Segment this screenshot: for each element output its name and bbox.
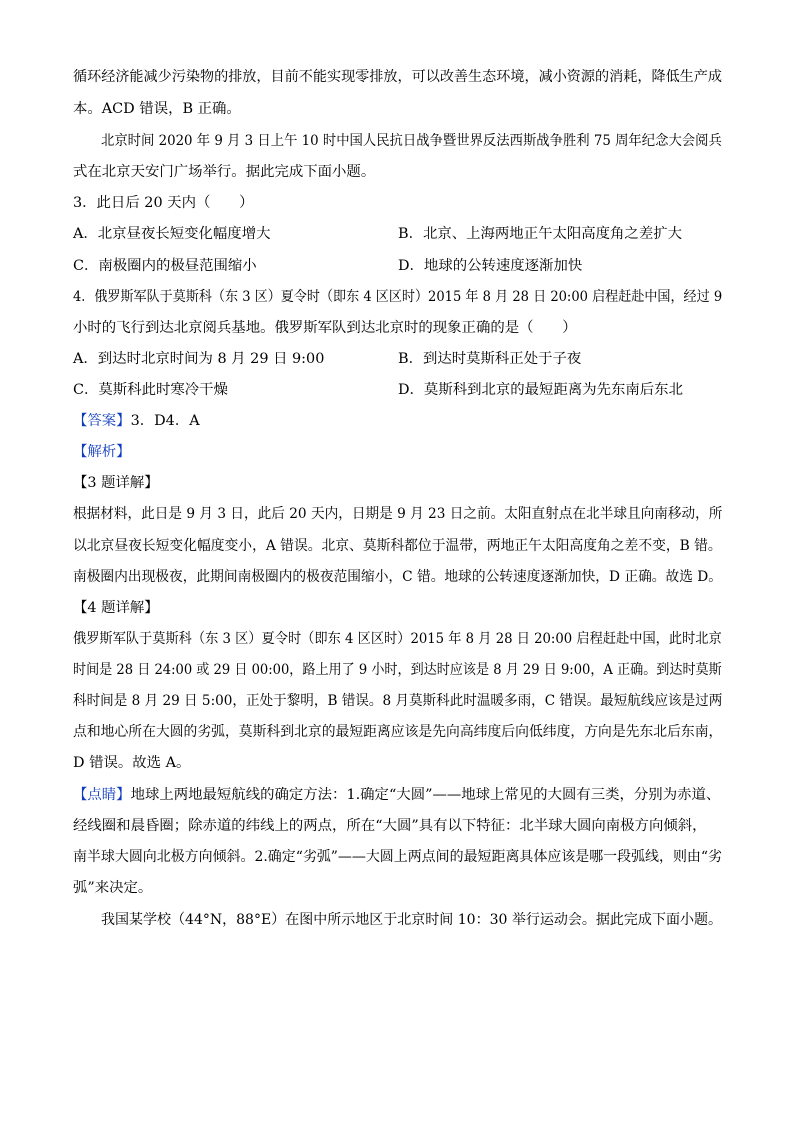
tip-line-4: 弧”来决定。 [73, 880, 153, 896]
question-4-option-d: D．莫斯科到北京的最短距离为先东南后东北 [398, 382, 683, 398]
tip-line-1 [73, 785, 720, 805]
detail-3-line-3: 南极圈内出现极夜，此期间南极圈内的极夜范围缩小，C 错。地球的公转速度逐渐加快，D 正确。故选 D。 [73, 569, 723, 585]
question-4-stem-line-1: 4．俄罗斯军队于莫斯科（东 3 区）夏令时（即东 4 区区时）2015 年 8 月 28 日 20:00 启程赶赴中国，经过 9 [73, 289, 723, 305]
detail-3-line-2: 以北京昼夜长短变化幅度变小，A 错误。北京、莫斯科都位于温带，两地正午太阳高度角之差不变，B 错。 [73, 538, 722, 554]
material-line-2: 式在北京天安门广场举行。据此完成下面小题。 [73, 164, 376, 180]
analysis-tag: 【解析】 [73, 444, 131, 460]
question-4-option-a: A．到达时北京时间为 8 月 29 日 9:00 [73, 351, 325, 367]
tip-text-1: 地球上两地最短航线的确定方法：1.确定“大圆”——地球上常见的大圆有三类，分别为赤道、 [130, 787, 721, 803]
question-4-option-c: C．莫斯科此时寒冷干燥 [73, 382, 228, 398]
answer-text: 3．D4．A [130, 413, 200, 429]
question-3-option-b: B．北京、上海两地正午太阳高度角之差扩大 [398, 226, 682, 242]
paragraph-top-line-2: 本。ACD 错误，B 正确。 [73, 101, 241, 117]
answer-tag: 【答案】 [73, 413, 131, 429]
detail-4-line-3: 科时间是 8 月 29 日 5:00，正处于黎明，B 错误。8 月莫斯科此时温暖多雨，C 错误。最短航线应该是过两 [73, 693, 723, 709]
answer-line [73, 411, 200, 431]
next-material-line-1: 我国某学校（44°N，88°E）在图中所示地区于北京时间 10：30 举行运动会。据此完成下面小题。 [101, 912, 722, 928]
detail-4-line-5: D 错误。故选 A。 [73, 755, 191, 771]
paragraph-top-line-1: 循环经济能减少污染物的排放，目前不能实现零排放，可以改善生态环境，减小资源的消耗，降低生产成 [73, 69, 723, 85]
detail-4-line-1: 俄罗斯军队于莫斯科（东 3 区）夏令时（即东 4 区区时）2015 年 8 月 28 日 20:00 启程赶赴中国，此时北京 [73, 631, 722, 647]
tip-line-2: 经线圈和晨昏圈；除赤道的纬线上的两点，所在“大圆”具有以下特征：北半球大圆向南极方向倾斜， [73, 818, 707, 834]
detail-4-line-4: 点和地心所在大圆的劣弧，莫斯科到北京的最短距离应该是先向高纬度后向低纬度，方向是先东北后东南， [73, 724, 723, 740]
question-3-option-c: C．南极圈内的极昼范围缩小 [73, 258, 257, 274]
detail-3-line-1: 根据材料，此日是 9 月 3 日，此后 20 天内，日期是 9 月 23 日之前。太阳直射点在北半球且向南移动，所 [73, 506, 723, 522]
question-4-option-b: B．到达时莫斯科正处于子夜 [398, 351, 582, 367]
detail-4-tag: 【4 题详解】 [73, 600, 159, 616]
material-line-1: 北京时间 2020 年 9 月 3 日上午 10 时中国人民抗日战争暨世界反法西斯战争胜利 75 周年纪念大会阅兵 [101, 133, 722, 149]
tip-tag: 【点睛】 [73, 787, 131, 803]
tip-line-3: 南半球大圆向北极方向倾斜。2.确定“劣弧”——大圆上两点间的最短距离具体应该是哪一段弧线，则由“劣 [73, 849, 722, 865]
detail-3-tag: 【3 题详解】 [73, 475, 159, 491]
question-4-stem-line-2: 小时的飞行到达北京阅兵基地。俄罗斯军队到达北京时的现象正确的是（ ） [73, 320, 577, 336]
question-3-option-a: A．北京昼夜长短变化幅度增大 [73, 226, 271, 242]
detail-4-line-2: 时间是 28 日 24:00 或 29 日 00:00，路上用了 9 小时，到达时应该是 8 月 29 日 9:00，A 正确。到达时莫斯 [73, 662, 722, 678]
question-3-stem: 3．此日后 20 天内（ ） [73, 195, 254, 211]
question-3-option-d: D．地球的公转速度逐渐加快 [398, 258, 583, 274]
